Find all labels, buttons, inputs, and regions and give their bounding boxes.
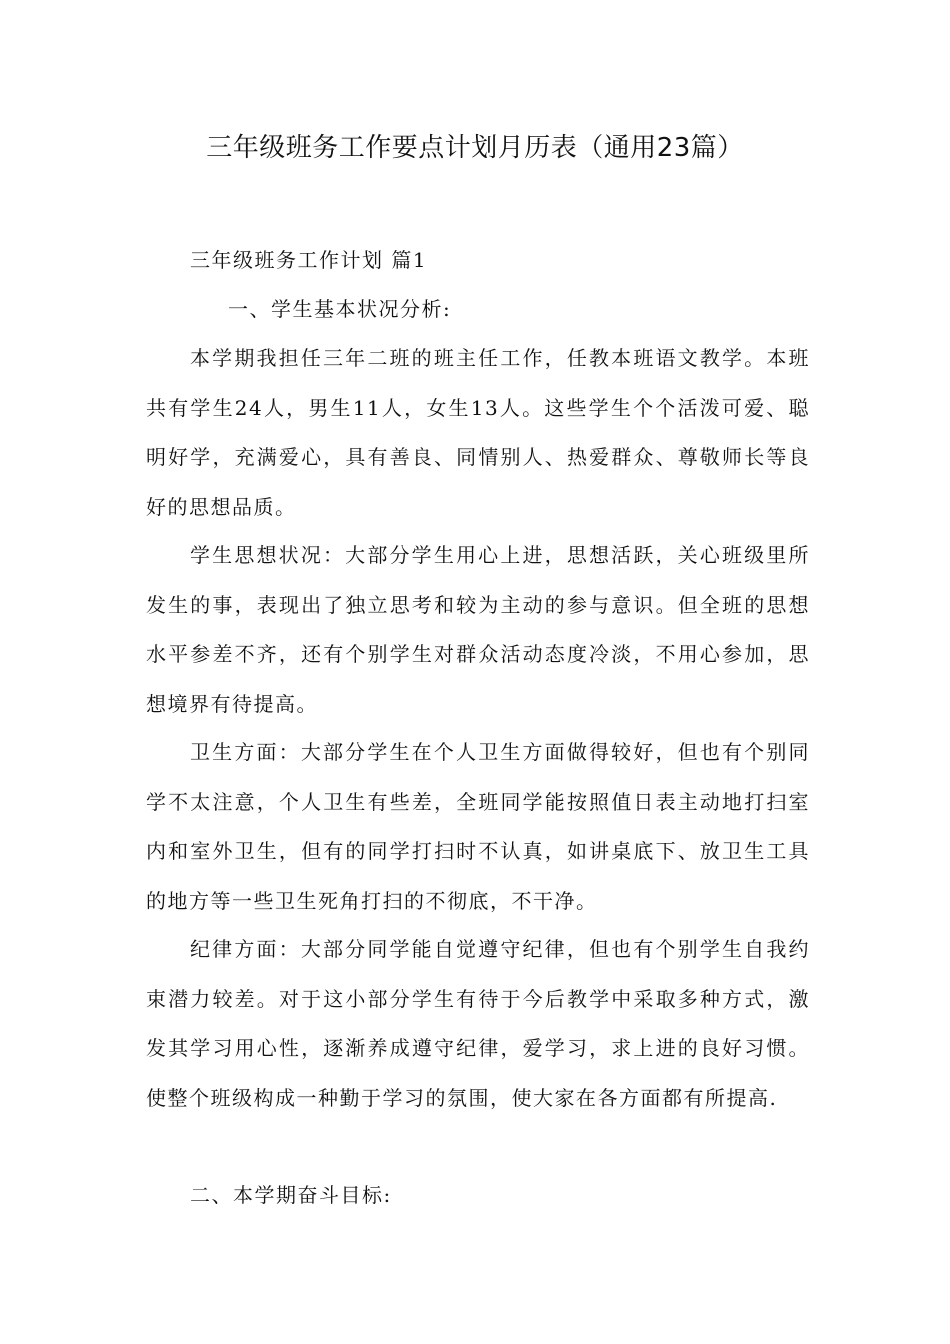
part1-heading: 一、学生基本状况分析: [228, 297, 452, 321]
paragraph-class-overview: 本学期我担任三年二班的班主任工作，任教本班语文教学。本班共有学生24人，男生11人，女生13人。这些学生个个活泼可爱、聪明好学，充满爱心，具有善良、同情别人、热爱群众、尊敬师长等良好的思想品质。 [146, 346, 810, 519]
part2-heading: 二、本学期奋斗目标: [190, 1183, 392, 1207]
paragraph-discipline: 纪律方面：大部分同学能自觉遵守纪律，但也有个别学生自我约束潜力较差。对于这小部分学生有待于今后教学中采取多种方式，激发其学习用心性，逐渐养成遵守纪律，爱学习，求上进的良好习惯。使整个班级构成一种勤于学习的氛围，使大家在各方面都有所提高. [146, 937, 810, 1110]
paragraph-thinking-status: 学生思想状况：大部分学生用心上进，思想活跃，关心班级里所发生的事，表现出了独立思考和较为主动的参与意识。但全班的思想水平参差不齐，还有个别学生对群众活动态度冷淡，不用心参加，思想境界有待提高。 [146, 543, 810, 716]
document-title: 三年级班务工作要点计划月历表（通用23篇） [206, 133, 744, 163]
section-heading: 三年级班务工作计划 篇1 [190, 248, 428, 272]
paragraph-hygiene: 卫生方面：大部分学生在个人卫生方面做得较好，但也有个别同学不太注意，个人卫生有些差，全班同学能按照值日表主动地打扫室内和室外卫生，但有的同学打扫时不认真，如讲桌底下、放卫生工具的地方等一些卫生死角打扫的不彻底，不干净。 [146, 740, 810, 913]
